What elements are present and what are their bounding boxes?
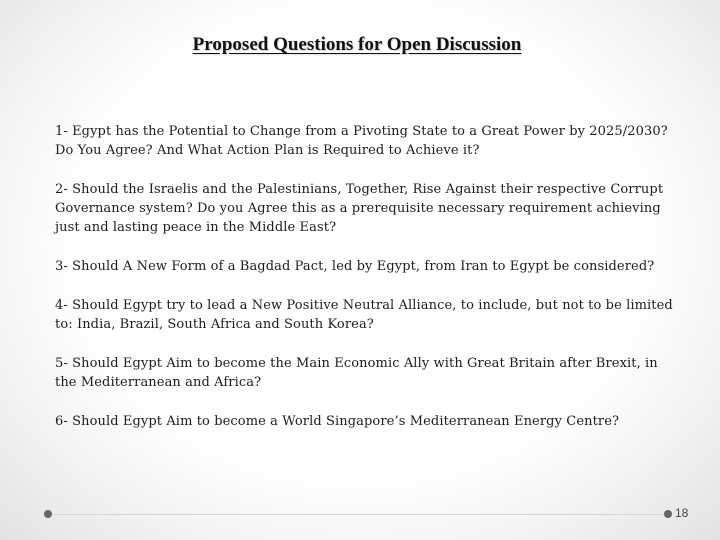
question-item: 2- Should the Israelis and the Palestinians, Together, Rise Against their respective Corrupt Governance system? Do you Agree this as a prerequisite necessary requirement achieving just and lasting peace in the Middle East? xyxy=(55,182,664,235)
question-list xyxy=(55,122,675,451)
footer-divider xyxy=(48,514,668,515)
question-item: 1- Egypt has the Potential to Change from a Pivoting State to a Great Power by 2025/2030? Do You Agree? And What Action Plan is Required to Achieve it? xyxy=(55,124,668,158)
footer-left-dot-icon xyxy=(44,510,52,518)
question-item: 5- Should Egypt Aim to become the Main Economic Ally with Great Britain after Brexit, in the Mediterranean and Africa? xyxy=(55,356,658,390)
footer-right-dot-icon xyxy=(664,510,672,518)
question-item: 6- Should Egypt Aim to become a World Singapore’s Mediterranean Energy Centre? xyxy=(55,414,620,429)
question-item: 3- Should A New Form of a Bagdad Pact, led by Egypt, from Iran to Egypt be considered? xyxy=(55,259,655,274)
page-number: 18 xyxy=(675,506,689,520)
question-item: 4- Should Egypt try to lead a New Positive Neutral Alliance, to include, but not to be limited to: India, Brazil, South Africa and South Korea? xyxy=(55,298,673,332)
slide-title: Proposed Questions for Open Discussion xyxy=(192,34,522,55)
